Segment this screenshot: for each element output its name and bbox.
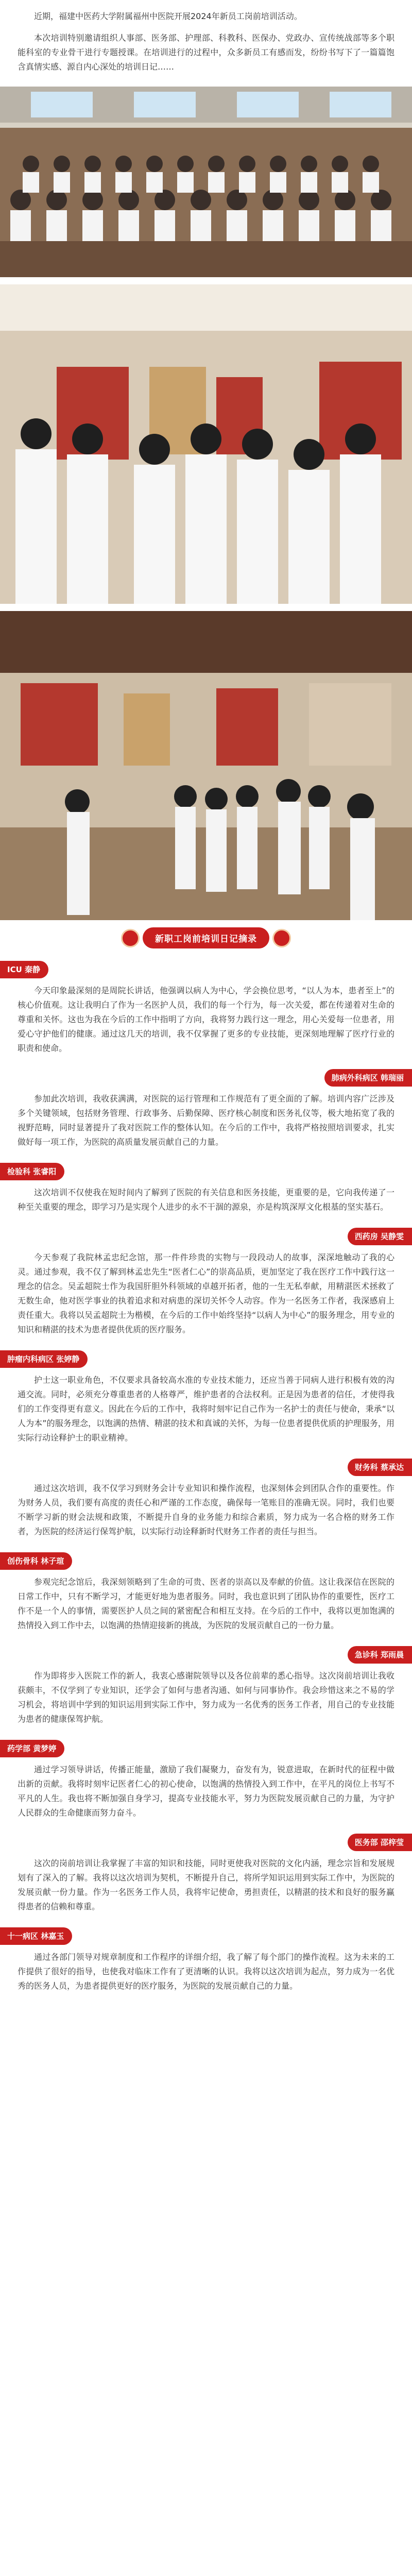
entry-author-tag: 医务部 邵梓莹 — [348, 1834, 412, 1851]
museum-visit-photo — [0, 284, 412, 604]
diary-entry — [0, 1834, 412, 1914]
entry-author-tag: 肿瘤内科病区 张婷静 — [0, 1350, 88, 1368]
diary-entry — [0, 1927, 412, 1993]
entry-text: 这次培训不仅使我在短时间内了解到了医院的有关信息和医务技能，更重要的是，它向我传递了一种至关重要的理念，即学习乃是实现个人进步的永不干涸的源泉，亦是构筑深厚文化根基的坚实基石。 — [18, 1188, 394, 1212]
intro-section — [0, 0, 412, 87]
entry-text: 作为即将步入医院工作的新人，我衷心感谢院领导以及各位前辈的悉心指导。这次岗前培训让我收获颇丰，不仅学到了专业知识，还学会了如何与患者沟通、如何与同事协作。我会珍惜这来之不易的学习机会，将培训中学到的知识运用到实际工作中，努力成为一名优秀的医务工作者，用自己的专业技能为患者的健康保驾护航。 — [18, 1671, 394, 1724]
diary-entries — [0, 961, 412, 1993]
diary-entry — [0, 1552, 412, 1633]
diary-entry — [0, 1740, 412, 1820]
entry-text: 这次的岗前培训让我掌握了丰富的知识和技能，同时更使我对医院的文化内涵，理念宗旨和发展规划有了深入的了解。我将以这次培训为契机，不断提升自己，将所学知识运用到实际工作中，为医院的发展贡献一份力量。作为一名医务工作人员，我将牢记使命，勇担责任，以精湛的技术和良好的服务赢得患者的信赖和尊重。 — [18, 1858, 394, 1911]
entry-text: 参加此次培训，我收获满满，对医院的运行管理和工作规范有了更全面的了解。培训内容广泛涉及多个关键领域，包括财务管理、行政事务、后勤保障、医疗核心制度和医务礼仪等，极大地拓宽了我的视野范畴，同时显著提升了我对医院工作的整体认知。在今后的工作中，我将严格按照培训要求，扎实做好每一项工作，为医院的高质量发展贡献自己的力量。 — [18, 1094, 394, 1147]
entry-text: 通过这次培训，我不仅学习到财务会计专业知识和操作流程，也深刻体会到团队合作的重要性。作为财务人员，我们要有高度的责任心和严谨的工作态度，确保每一笔账目的准确无误。同时，我们也要不断学习新的财会法规和政策，不断提升自身的业务能力和综合素质，努力成为一名合格的财务工作者，为医院的经济运行保驾护航，以实际行动诠释新时代财务工作者的责任与担当。 — [18, 1483, 394, 1536]
entry-author-tag: 财务科 蔡承达 — [348, 1459, 412, 1476]
entry-author-tag: 药学部 黄梦婷 — [0, 1740, 64, 1757]
diary-entry — [0, 1228, 412, 1337]
entry-author-tag: 肺病外科病区 韩瑞丽 — [324, 1069, 412, 1087]
section-title: 新职工岗前培训日记摘录 — [143, 927, 269, 948]
entry-author-tag: 西药房 吴静雯 — [348, 1228, 412, 1245]
entry-author-tag: 创伤骨科 林子瑄 — [0, 1552, 72, 1570]
entry-text: 参观完纪念馆后，我深刻领略到了生命的可贵、医者的崇高以及奉献的价值。这让我深信在医院的日常工作中，只有不断学习，才能更好地为患者服务。同时，我也意识到了团队协作的重要性，医疗工作不是一个人的事情，需要医护人员之间的紧密配合和相互支持。在今后的工作中，我将以更加饱满的热情投入到工作中去，以饱满的热情迎接新的挑战，为医院的发展贡献自己的一份力量。 — [18, 1577, 394, 1630]
entry-text: 通过各部门领导对规章制度和工作程序的详细介绍，我了解了每个部门的操作流程。这为未来的工作提供了很好的指导，也使我对临床工作有了更清晰的认识。我将以这次培训为起点，努力成为一名优秀的医务人员，为患者提供更好的医疗服务，为医院的发展贡献自己的力量。 — [18, 1952, 394, 1991]
entry-text: 今天印象最深刻的是周院长讲话，他强调以病人为中心，学会换位思考，“以人为本，患者至上”的核心价值观。这让我明白了作为一名医护人员，我们的每一个行为，每一次关爱，都在传递着对生命的尊重和关怀。这也为我在今后的工作中指明了方向，我将努力践行这一理念，用心关爱每一位患者，用爱心守护他们的健康。通过这几天的培训，我不仅掌握了更多的专业技能，更深刻地理解了医疗行业的职责和使命。 — [18, 986, 394, 1053]
diary-entry — [0, 1350, 412, 1445]
entry-text: 护士这一职业角色，不仅要求具备较高水准的专业技术能力，还应当善于同病人进行积极有效的沟通交流。同时，必须充分尊重患者的人格尊严，维护患者的合法权利。正是因为患者的信任，才使得我们的工作变得更有意义。因此在今后的工作中，我将时刻牢记自己作为一名护士的责任与使命，秉承“以人为本”的服务理念，以饱满的热情、精湛的技术和真诚的关怀，为每一位患者提供优质的护理服务，用实际行动诠释护士的职业精神。 — [18, 1375, 394, 1443]
banner-decoration-left — [121, 929, 140, 947]
section-title-banner — [0, 927, 412, 948]
training-classroom-photo — [0, 87, 412, 277]
diary-entry — [0, 1069, 412, 1149]
diary-entry — [0, 1459, 412, 1539]
exhibition-hall-photo — [0, 611, 412, 920]
diary-entry — [0, 1163, 412, 1214]
entry-text: 通过学习领导讲话，传播正能量，激励了我们凝聚力，奋发有为，锐意进取，在新时代的征程中做出新的贡献。我将时刻牢记医者仁心的初心使命，以饱满的热情投入到工作中，在平凡的岗位上书写不平凡的人生。我也将不断加强自身学习，提高专业技能水平，努力为医院发展贡献自己的力量，为守护人民群众的生命健康而努力奋斗。 — [18, 1765, 394, 1818]
diary-entry — [0, 1646, 412, 1726]
entry-author-tag: 十一病区 林嘉玉 — [0, 1927, 72, 1945]
intro-paragraph-2: 本次培训特别邀请组织人事部、医务部、护理部、科教科、医保办、党政办、宣传统战部等多个职能科室的专业骨干进行专题授课。在培训进行的过程中，众多新员工有感而发，纷纷书写下了一篇篇饱含真情实感、源自内心深处的培训日记…… — [18, 33, 394, 72]
intro-paragraph-1: 近期，福建中医药大学附属福州中医院开展2024年新员工岗前培训活动。 — [34, 11, 302, 21]
entry-author-tag: 急诊科 郑雨晨 — [348, 1646, 412, 1664]
entry-author-tag: 检验科 张睿阳 — [0, 1163, 64, 1180]
diary-entry — [0, 961, 412, 1056]
entry-text: 今天参观了我院林孟忠纪念馆，那一件件珍贵的实物与一段段动人的故事，深深地触动了我的心灵。通过参观，我不仅了解到林孟忠先生“医者仁心”的崇高品质，更加坚定了我在医疗工作中践行这一理念的信念。吴孟超院士作为我国肝胆外科领域的卓越开拓者，他的一生无私奉献，用精湛医术拯救了无数生命，他对医学事业的执着追求和对病患的深切关怀令人动容。作为一名医务工作者，我深感肩上责任重大。我将以吴孟超院士为楷模，在今后的工作中始终坚持“以病人为中心”的服务理念，用专业的知识和精湛的技术为患者提供优质的医疗服务。 — [18, 1252, 394, 1334]
banner-decoration-right — [272, 929, 291, 947]
entry-author-tag: ICU 秦静 — [0, 961, 48, 978]
